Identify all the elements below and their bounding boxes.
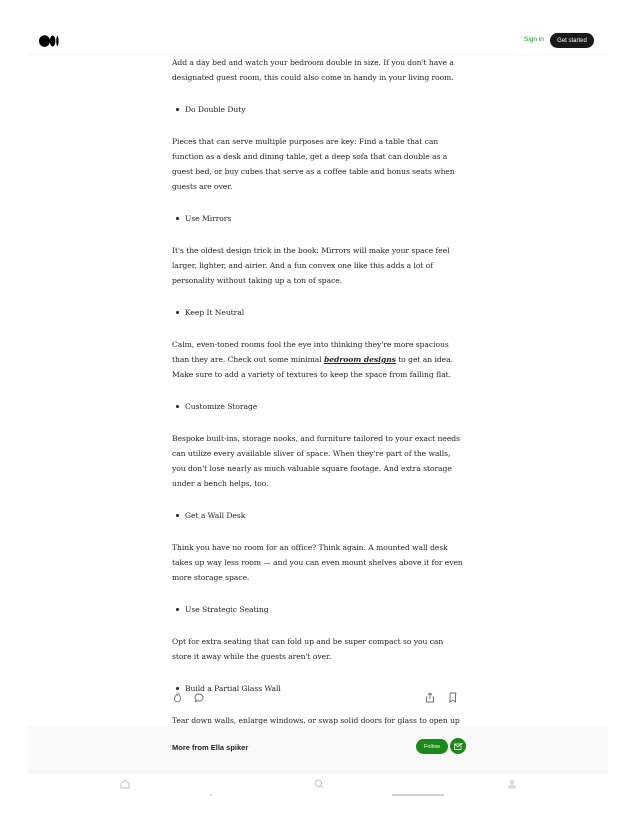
bullet-mirrors: Use Mirrors [172, 211, 464, 226]
paragraph-seating: Opt for extra seating that can fold up and be super compact so you can store it away while the guests aren't over. [172, 637, 444, 661]
paragraph-neutral-a: Calm, even-toned rooms fool the eye into thinking they're more spacious than they are. Check out some minimal [172, 340, 449, 364]
home-icon[interactable] [120, 779, 130, 789]
bullet-storage: Customize Storage [172, 399, 464, 414]
article-body [172, 55, 464, 807]
bedroom-designs-link[interactable]: bedroom designs [323, 355, 396, 364]
search-icon[interactable] [314, 779, 324, 789]
paragraph-double-duty: Pieces that can serve multiple purposes are key: Find a table that can function as a desk and dining table, get a deep sofa that can double as a guest bed, or buy cubes that serve as a coffee table and bonus seats when guests are over. [172, 137, 455, 191]
more-from-section [28, 726, 608, 772]
bottom-strip [392, 794, 444, 796]
share-icon[interactable] [425, 692, 435, 703]
bottom-dot [210, 794, 212, 796]
paragraph-neutral [172, 337, 464, 382]
profile-icon[interactable] [507, 779, 517, 789]
subscribe-mail-icon [454, 743, 463, 750]
paragraph-glass-wall: Tear down walls, enlarge windows, or swap solid doors for glass to open up [172, 716, 460, 725]
bullet-seating: Use Strategic Seating [172, 602, 464, 617]
bullet-wall-desk: Get a Wall Desk [172, 508, 464, 523]
paragraph-storage: Bespoke built-ins, storage nooks, and furniture tailored to your exact needs can utilize every available sliver of space. When they're part of the walls, you don't lose nearly as much valuable square footage. And extra storage under a bench helps, too. [172, 434, 460, 488]
paragraph-mirrors: It's the oldest design trick in the book: Mirrors will make your space feel larger, lighter, and airier. And a fun convex one like this adds a lot of personality without taking up a ton of space. [172, 246, 450, 285]
bullet-glass-wall: Build a Partial Glass Wall [172, 681, 464, 696]
paragraph-intro: Add a day bed and watch your bedroom double in size. If you don't have a designated guest room, this could also come in handy in your living room. [172, 58, 454, 82]
bullet-neutral: Keep It Neutral [172, 305, 464, 320]
top-bar [28, 28, 608, 55]
follow-button[interactable]: Follow [416, 739, 448, 754]
paragraph-neutral-b: to get an idea. Make sure to add a variety of textures to keep the space from falling flat. [172, 355, 453, 379]
bullet-double-duty: Do Double Duty [172, 102, 464, 117]
bookmark-icon[interactable] [448, 692, 458, 703]
medium-logo-icon[interactable] [39, 35, 59, 47]
get-started-button[interactable]: Get started [550, 33, 594, 48]
subscribe-button[interactable] [450, 738, 466, 754]
sign-in-link[interactable]: Sign in [524, 36, 544, 43]
paragraph-wall-desk: Think you have no room for an office? Think again. A mounted wall desk takes up way less room — and you can even mount shelves above it for even more storage space. [172, 543, 463, 582]
clap-icon[interactable] [172, 692, 183, 703]
more-from-title[interactable]: More from Ella spiker [172, 743, 249, 752]
comment-icon[interactable] [194, 693, 204, 703]
